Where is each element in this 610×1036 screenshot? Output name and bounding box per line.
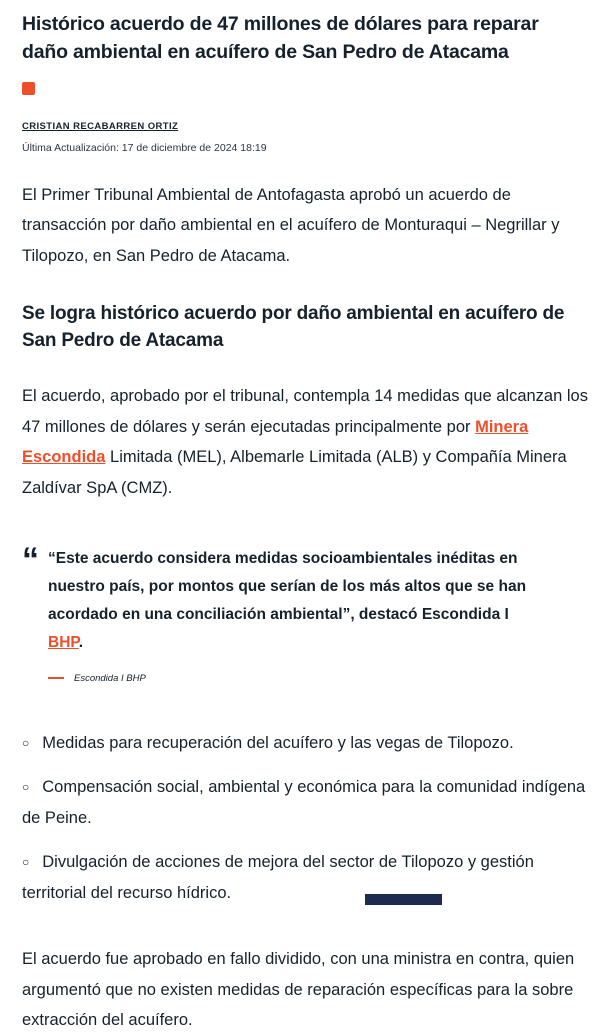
quote-text — [48, 545, 533, 657]
minera-escondida-link[interactable]: Minera Escondida — [22, 417, 529, 467]
measures-list — [22, 728, 588, 909]
attribution-source: Escondida I BHP — [74, 672, 146, 684]
list-item-text: Medidas para recuperación del acuífero y las vegas de Tilopozo. — [42, 733, 514, 752]
lead-paragraph: El Primer Tribunal Ambiental de Antofagasta aprobó un acuerdo de transacción por daño ambiental en el acuífero de Monturaqui – Negrillar y Tilopozo, en San Pedro de Atacama. — [22, 185, 560, 265]
closing-paragraph: El acuerdo fue aprobado en fallo dividido, con una ministra en contra, quien argumentó que no existen medidas de reparación específicas para la sobre extracción del acuífero. — [22, 950, 575, 1030]
paragraph-text: El acuerdo, aprobado por el tribunal, contempla 14 medidas que alcanzan los 47 millones de dólares y serán ejecutadas principalmente por — [22, 387, 588, 436]
list-item — [22, 772, 588, 833]
author-byline-link[interactable]: CRISTIAN RECABARREN ORTIZ — [22, 120, 179, 132]
list-item — [22, 728, 588, 759]
bhp-link[interactable]: BHP — [48, 633, 79, 651]
list-item-text: Compensación social, ambiental y económica para la comunidad indígena de Peine. — [22, 778, 586, 827]
quote-mark-icon: “ — [22, 541, 39, 580]
quote-attribution — [48, 673, 533, 684]
last-updated-timestamp: Última Actualización: 17 de diciembre de 2024 18:19 — [22, 141, 267, 154]
attribution-dash-icon — [48, 677, 64, 679]
circle-bullet-icon: ○ — [22, 780, 30, 795]
paragraph-text: Limitada (MEL), Albemarle Limitada (ALB) y Compañía Minera Zaldívar SpA (CMZ). — [22, 448, 567, 497]
body-paragraph — [22, 381, 588, 503]
circle-bullet-icon: ○ — [22, 855, 30, 870]
list-item-text: Divulgación de acciones de mejora del sector de Tilopozo y gestión territorial del recurso hídrico. — [22, 853, 534, 902]
quote-text-segment: “Este acuerdo considera medidas socioambientales inéditas en nuestro país, por montos que serían de los más altos que se han acordado en una conciliación ambiental”, destacó Escondida I — [48, 550, 527, 623]
blockquote — [22, 541, 588, 684]
circle-bullet-icon: ○ — [22, 735, 30, 750]
article-headline: Histórico acuerdo de 47 millones de dólares para reparar daño ambiental en acuífero de San Pedro de Atacama — [22, 13, 539, 64]
footer-embed-bar — [365, 894, 442, 905]
list-item — [22, 847, 588, 908]
article-subheading: Se logra histórico acuerdo por daño ambiental en acuífero de San Pedro de Atacama — [22, 303, 565, 352]
share-icon[interactable] — [22, 82, 35, 95]
quote-text-segment: . — [78, 633, 84, 651]
